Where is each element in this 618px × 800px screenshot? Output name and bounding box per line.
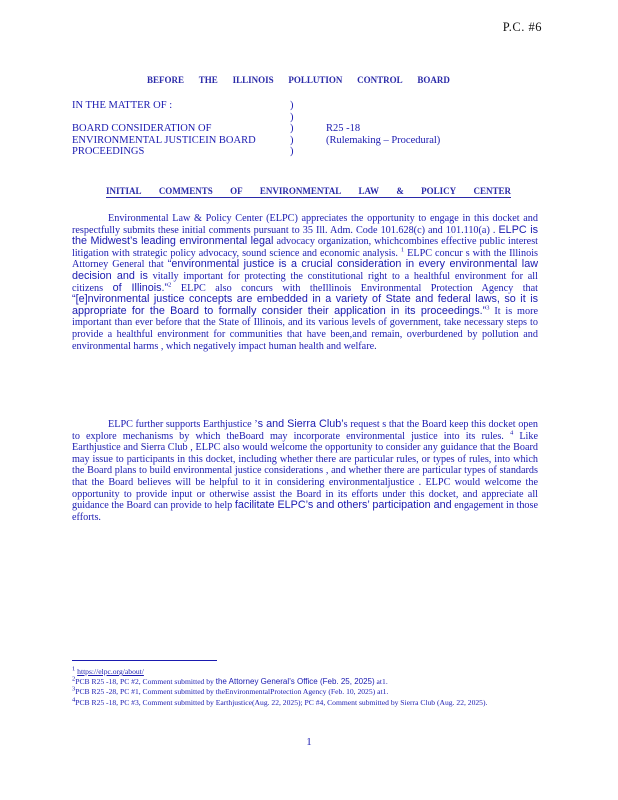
footnote-text: the Attorney General’s Office (Feb. 25, 2025) — [215, 677, 375, 687]
heading-word: POLLUTION — [288, 75, 343, 85]
rulemaking-type: (Rulemaking – Procedural) — [326, 134, 441, 146]
footnote-ref[interactable]: 3 — [486, 304, 490, 312]
title-word: & — [396, 186, 404, 196]
title-word: CENTER — [473, 186, 511, 196]
footnote-ref[interactable]: 2 — [168, 281, 172, 289]
text-run: facilitate ELPC’s and others’ participation and — [234, 499, 452, 512]
footnote-1 — [72, 667, 538, 677]
title-word: INITIAL — [106, 186, 142, 196]
case-caption — [72, 100, 542, 158]
footnote-text: PCB R25 -18, PC #3, Comment submitted by Earthjustice(Aug. 22, 2025); PC #4, Comment submitted by Sierra Club (Aug. 22, 2025). — [75, 697, 488, 707]
title-word: OF — [230, 186, 243, 196]
caption-paren: ) — [290, 134, 294, 146]
caption-paren: ) — [290, 100, 294, 111]
footnote-ref[interactable]: 4 — [509, 429, 514, 437]
text-run: vitally important for protecting the constitutional right to a healthful environment for all citizens — [72, 270, 538, 294]
page-label: P.C. #6 — [502, 20, 542, 34]
footnote-number: 1 — [72, 665, 76, 673]
docket-number: R25 -18 — [326, 123, 361, 134]
footnote-3 — [72, 687, 538, 697]
footnote-4 — [72, 698, 538, 708]
footnote-number: 4 — [72, 696, 76, 704]
text-run: It is more important than ever before that the State of Illinois, and its various levels of government, take necessary steps to provide a healthful environment for communities that have been,and remain, overburdened by pollution and environmental harms , which negatively impact human health and welfare. — [72, 305, 538, 352]
footnote-divider — [72, 660, 217, 661]
heading-word: BEFORE — [147, 75, 185, 85]
caption-row — [72, 100, 542, 112]
caption-left: ENVIRONMENTAL JUSTICEIN BOARD — [72, 134, 256, 146]
paragraph-1 — [72, 213, 538, 352]
footnote-text: PCB R25 -18, PC #2, Comment submitted by — [75, 677, 216, 687]
caption-row — [72, 123, 542, 135]
title-word: COMMENTS — [158, 186, 213, 196]
title-word: ENVIRONMENTAL — [259, 186, 342, 196]
paragraph-2 — [72, 419, 538, 523]
text-run: ELPC also concurs with theIllinois Environmental Protection Agency that — [171, 282, 538, 294]
caption-left: BOARD CONSIDERATION OF — [72, 123, 212, 134]
heading-word: THE — [198, 75, 218, 85]
footnote-2 — [72, 677, 538, 687]
caption-left: PROCEEDINGS — [72, 146, 145, 157]
footnote-ref[interactable]: 1 — [400, 246, 405, 254]
title-word: LAW — [358, 186, 380, 196]
document-title — [106, 186, 511, 198]
text-run: Like Earthjustice and Sierra Club , ELPC also would welcome the opportunity to consider any guidance that the Board may issue to participants in this docket, including whether there are particular rules, or types of rules, into which the Board plans to build environmental justice considerations , and whether there are particular types of standards that the Board believes will be helpful to it in considering environmentaljustice . ELPC would welcome the opportunity to provide input or otherwise assist the Board in its efforts under this docket, and appreciate all guidance the Board can provide to help — [72, 430, 538, 512]
caption-paren: ) — [290, 111, 294, 123]
caption-paren: ) — [290, 123, 294, 134]
caption-paren: ) — [290, 146, 294, 157]
heading-word: CONTROL — [357, 75, 403, 85]
footnote-link[interactable]: https://elpc.org/about/ — [77, 667, 144, 676]
board-heading — [147, 75, 450, 85]
caption-row — [72, 112, 542, 124]
heading-word: BOARD — [417, 75, 450, 85]
footnote-text: PCB R25 -28, PC #1, Comment submitted by theEnvironmentalProtection Agency (Feb. 10, 2025) at1. — [75, 687, 389, 697]
title-word: POLICY — [421, 186, 457, 196]
footnote-number: 3 — [72, 685, 76, 693]
text-run: Environmental Law & Policy Center (ELPC) appreciates the opportunity to engage in this docket and respectfully submits these initial comments pursuant to 35 Ill. Adm. Code 101.628(c) and 101.110(a) . — [72, 213, 538, 236]
heading-word: ILLINOIS — [232, 75, 274, 85]
text-run: engagement in those efforts. — [72, 500, 538, 523]
text-run: ELPC is the Midwest’s leading environmental legal — [72, 223, 538, 248]
quote-run: “environmental justice is a crucial consideration in every environmental law decision and is — [72, 258, 538, 282]
quote-run: of Illinois.” — [112, 281, 169, 294]
caption-row — [72, 146, 542, 158]
footnote-number: 2 — [72, 675, 76, 683]
quote-run: “[e]nvironmental justice concepts are embedded in a variety of State and federal laws, so it is appropriate for the Board to formally consider their application in its proceedings.” — [72, 293, 538, 317]
text-run: s request s that the Board keep this docket open to explore mechanisms by which theBoard may incorporate environmental justice into its rules. — [72, 419, 539, 442]
page-number: 1 — [306, 736, 312, 748]
text-run: s and Sierra Club’ — [257, 418, 344, 430]
caption-row — [72, 135, 542, 147]
text-run: ELPC further supports Earthjustice ’ — [108, 419, 258, 430]
footnote-text: at1. — [374, 677, 388, 687]
text-run: advocacy organization, whichcombines effective public interest litigation with strategic policy advocacy, sound science and economic analysis. — [72, 236, 538, 259]
caption-left: IN THE MATTER OF : — [72, 100, 173, 111]
text-run: ELPC concur s with the Illinois Attorney General that — [72, 247, 538, 271]
footnotes — [72, 667, 538, 708]
